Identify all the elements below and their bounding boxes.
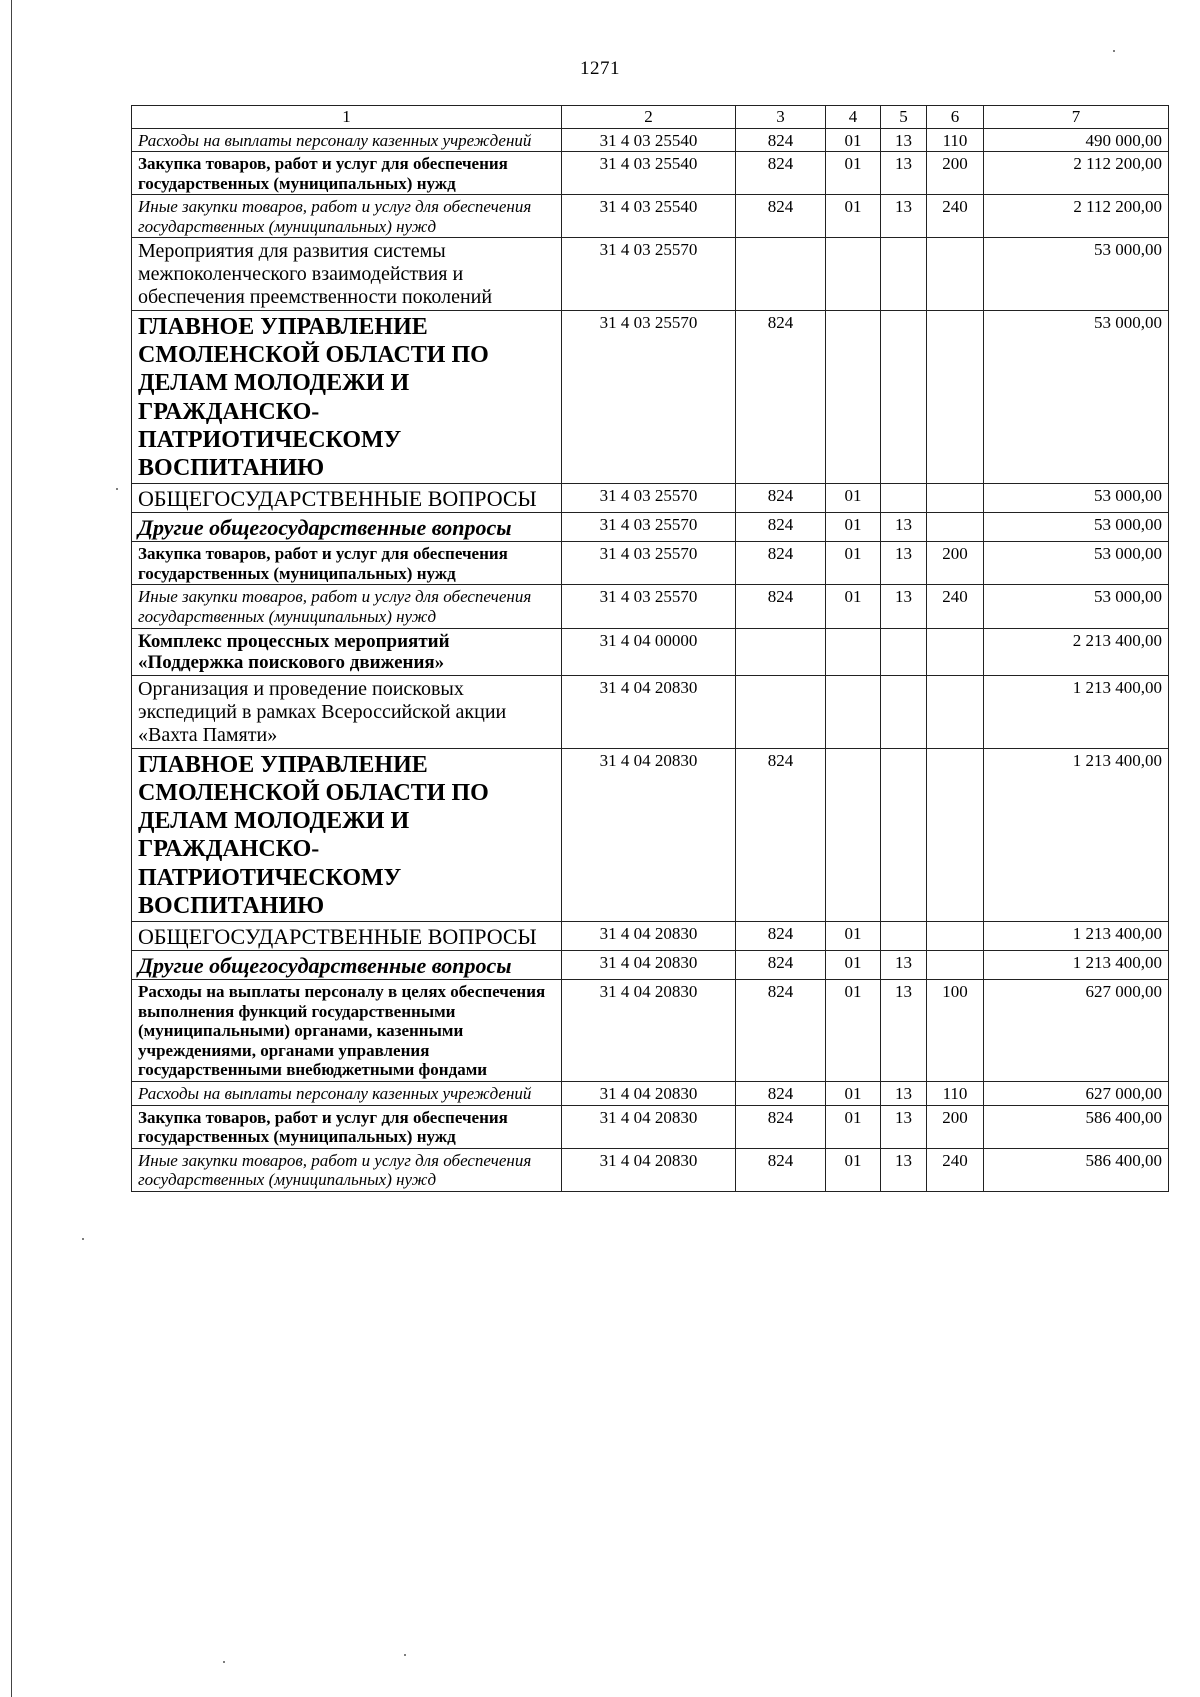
cell-target-code: 31 4 03 25540 <box>562 128 736 152</box>
table-row <box>132 195 1169 238</box>
table-row <box>132 628 1169 676</box>
table-row <box>132 676 1169 749</box>
cell-target-code: 31 4 04 20830 <box>562 1148 736 1191</box>
cell-description: ОБЩЕГОСУДАРСТВЕННЫЕ ВОПРОСЫ <box>132 483 562 512</box>
cell-section: 01 <box>826 1082 881 1106</box>
cell-target-code: 31 4 03 25570 <box>562 542 736 585</box>
table-row <box>132 950 1169 979</box>
cell-target-code: 31 4 03 25570 <box>562 238 736 311</box>
cell-section: 01 <box>826 1105 881 1148</box>
cell-target-code: 31 4 04 20830 <box>562 980 736 1082</box>
cell-section <box>826 311 881 483</box>
scan-speck <box>404 1654 406 1656</box>
cell-target-code: 31 4 04 20830 <box>562 1105 736 1148</box>
cell-section: 01 <box>826 921 881 950</box>
cell-section: 01 <box>826 585 881 628</box>
cell-ministry-code: 824 <box>736 921 826 950</box>
cell-subsection: 13 <box>881 1148 927 1191</box>
header-col-5: 5 <box>881 106 927 129</box>
cell-amount: 1 213 400,00 <box>984 921 1169 950</box>
cell-description: Закупка товаров, работ и услуг для обеспечения государственных (муниципальных) нужд <box>132 542 562 585</box>
cell-amount: 53 000,00 <box>984 513 1169 542</box>
cell-target-code: 31 4 04 20830 <box>562 950 736 979</box>
cell-description: Другие общегосударственные вопросы <box>132 513 562 542</box>
cell-target-code: 31 4 03 25540 <box>562 152 736 195</box>
cell-ministry-code: 824 <box>736 195 826 238</box>
cell-description: Другие общегосударственные вопросы <box>132 950 562 979</box>
cell-description: Комплекс процессных мероприятий «Поддержка поискового движения» <box>132 628 562 676</box>
table-row <box>132 1082 1169 1106</box>
table-body <box>132 128 1169 1191</box>
table-row <box>132 749 1169 921</box>
table-row <box>132 152 1169 195</box>
cell-target-code: 31 4 03 25570 <box>562 483 736 512</box>
cell-expense-type <box>927 749 984 921</box>
cell-description: ГЛАВНОЕ УПРАВЛЕНИЕ СМОЛЕНСКОЙ ОБЛАСТИ ПО ДЕЛАМ МОЛОДЕЖИ И ГРАЖДАНСКО-ПАТРИОТИЧЕСКОМУ ВОСПИТАНИЮ <box>132 311 562 483</box>
cell-expense-type <box>927 311 984 483</box>
cell-expense-type: 240 <box>927 195 984 238</box>
cell-section <box>826 676 881 749</box>
cell-subsection <box>881 921 927 950</box>
table-row <box>132 513 1169 542</box>
header-col-2: 2 <box>562 106 736 129</box>
table-row <box>132 128 1169 152</box>
cell-expense-type <box>927 921 984 950</box>
cell-target-code: 31 4 04 00000 <box>562 628 736 676</box>
cell-target-code: 31 4 04 20830 <box>562 1082 736 1106</box>
cell-ministry-code: 824 <box>736 980 826 1082</box>
cell-description: Мероприятия для развития системы межпоколенческого взаимодействия и обеспечения преемственности поколений <box>132 238 562 311</box>
cell-ministry-code: 824 <box>736 311 826 483</box>
cell-subsection: 13 <box>881 152 927 195</box>
table-row <box>132 921 1169 950</box>
cell-target-code: 31 4 03 25570 <box>562 585 736 628</box>
cell-amount: 53 000,00 <box>984 311 1169 483</box>
cell-target-code: 31 4 04 20830 <box>562 921 736 950</box>
cell-expense-type <box>927 628 984 676</box>
cell-ministry-code: 824 <box>736 542 826 585</box>
cell-ministry-code: 824 <box>736 128 826 152</box>
cell-description: Организация и проведение поисковых экспедиций в рамках Всероссийской акции «Вахта Памяти» <box>132 676 562 749</box>
cell-target-code: 31 4 03 25570 <box>562 513 736 542</box>
cell-section: 01 <box>826 195 881 238</box>
cell-expense-type: 240 <box>927 585 984 628</box>
cell-description: ОБЩЕГОСУДАРСТВЕННЫЕ ВОПРОСЫ <box>132 921 562 950</box>
cell-ministry-code: 824 <box>736 1148 826 1191</box>
scan-speck <box>82 1238 84 1240</box>
cell-expense-type: 200 <box>927 1105 984 1148</box>
cell-section: 01 <box>826 128 881 152</box>
cell-expense-type: 240 <box>927 1148 984 1191</box>
header-col-6: 6 <box>927 106 984 129</box>
cell-ministry-code: 824 <box>736 483 826 512</box>
cell-expense-type <box>927 950 984 979</box>
cell-expense-type <box>927 483 984 512</box>
table-row <box>132 311 1169 483</box>
cell-amount: 53 000,00 <box>984 542 1169 585</box>
cell-amount: 53 000,00 <box>984 483 1169 512</box>
table-row <box>132 483 1169 512</box>
cell-description: Расходы на выплаты персоналу казенных учреждений <box>132 1082 562 1106</box>
cell-description: Иные закупки товаров, работ и услуг для обеспечения государственных (муниципальных) нужд <box>132 585 562 628</box>
scan-speck <box>116 488 118 490</box>
cell-subsection <box>881 483 927 512</box>
cell-subsection <box>881 628 927 676</box>
cell-section: 01 <box>826 542 881 585</box>
cell-amount: 53 000,00 <box>984 585 1169 628</box>
cell-subsection <box>881 676 927 749</box>
cell-subsection: 13 <box>881 128 927 152</box>
cell-expense-type <box>927 513 984 542</box>
cell-subsection <box>881 749 927 921</box>
cell-ministry-code: 824 <box>736 950 826 979</box>
cell-ministry-code <box>736 628 826 676</box>
table-header-row <box>132 106 1169 129</box>
cell-amount: 1 213 400,00 <box>984 950 1169 979</box>
cell-section: 01 <box>826 950 881 979</box>
cell-section: 01 <box>826 513 881 542</box>
cell-ministry-code: 824 <box>736 749 826 921</box>
table-row <box>132 542 1169 585</box>
table-row <box>132 1105 1169 1148</box>
cell-target-code: 31 4 04 20830 <box>562 676 736 749</box>
cell-section: 01 <box>826 980 881 1082</box>
cell-expense-type: 100 <box>927 980 984 1082</box>
scan-speck <box>223 1661 225 1663</box>
cell-expense-type <box>927 238 984 311</box>
header-col-1: 1 <box>132 106 562 129</box>
cell-section <box>826 238 881 311</box>
cell-amount: 2 112 200,00 <box>984 152 1169 195</box>
cell-target-code: 31 4 04 20830 <box>562 749 736 921</box>
cell-expense-type: 110 <box>927 1082 984 1106</box>
cell-expense-type: 200 <box>927 152 984 195</box>
cell-description: Иные закупки товаров, работ и услуг для обеспечения государственных (муниципальных) нужд <box>132 195 562 238</box>
cell-ministry-code: 824 <box>736 1105 826 1148</box>
cell-ministry-code: 824 <box>736 513 826 542</box>
header-col-3: 3 <box>736 106 826 129</box>
cell-subsection <box>881 311 927 483</box>
scan-speck <box>1113 50 1115 52</box>
cell-section <box>826 749 881 921</box>
cell-amount: 627 000,00 <box>984 1082 1169 1106</box>
cell-amount: 2 213 400,00 <box>984 628 1169 676</box>
page-number: 1271 <box>580 58 620 79</box>
table-row <box>132 980 1169 1082</box>
cell-section: 01 <box>826 483 881 512</box>
cell-amount: 586 400,00 <box>984 1148 1169 1191</box>
cell-subsection: 13 <box>881 585 927 628</box>
cell-expense-type: 200 <box>927 542 984 585</box>
cell-subsection: 13 <box>881 1105 927 1148</box>
header-col-7: 7 <box>984 106 1169 129</box>
cell-section: 01 <box>826 1148 881 1191</box>
cell-ministry-code: 824 <box>736 585 826 628</box>
table-row <box>132 585 1169 628</box>
cell-expense-type <box>927 676 984 749</box>
cell-section <box>826 628 881 676</box>
cell-subsection <box>881 238 927 311</box>
budget-table <box>131 105 1169 1192</box>
table-row <box>132 1148 1169 1191</box>
cell-expense-type: 110 <box>927 128 984 152</box>
scan-edge-line <box>11 0 12 1697</box>
cell-subsection: 13 <box>881 1082 927 1106</box>
cell-amount: 1 213 400,00 <box>984 676 1169 749</box>
cell-subsection: 13 <box>881 195 927 238</box>
cell-description: Закупка товаров, работ и услуг для обеспечения государственных (муниципальных) нужд <box>132 152 562 195</box>
cell-amount: 2 112 200,00 <box>984 195 1169 238</box>
cell-ministry-code: 824 <box>736 152 826 195</box>
cell-target-code: 31 4 03 25570 <box>562 311 736 483</box>
cell-subsection: 13 <box>881 980 927 1082</box>
cell-subsection: 13 <box>881 950 927 979</box>
cell-amount: 627 000,00 <box>984 980 1169 1082</box>
cell-amount: 490 000,00 <box>984 128 1169 152</box>
cell-ministry-code: 824 <box>736 1082 826 1106</box>
cell-amount: 53 000,00 <box>984 238 1169 311</box>
cell-ministry-code <box>736 238 826 311</box>
cell-description: Закупка товаров, работ и услуг для обеспечения государственных (муниципальных) нужд <box>132 1105 562 1148</box>
header-col-4: 4 <box>826 106 881 129</box>
cell-description: Расходы на выплаты персоналу казенных учреждений <box>132 128 562 152</box>
table-row <box>132 238 1169 311</box>
cell-description: Иные закупки товаров, работ и услуг для обеспечения государственных (муниципальных) нужд <box>132 1148 562 1191</box>
cell-section: 01 <box>826 152 881 195</box>
cell-description: Расходы на выплаты персоналу в целях обеспечения выполнения функций государственными (муниципальными) органами, казенными учреждениями, органами управления государственными внебюджетными фондами <box>132 980 562 1082</box>
cell-amount: 1 213 400,00 <box>984 749 1169 921</box>
cell-subsection: 13 <box>881 542 927 585</box>
cell-ministry-code <box>736 676 826 749</box>
cell-description: ГЛАВНОЕ УПРАВЛЕНИЕ СМОЛЕНСКОЙ ОБЛАСТИ ПО ДЕЛАМ МОЛОДЕЖИ И ГРАЖДАНСКО-ПАТРИОТИЧЕСКОМУ ВОСПИТАНИЮ <box>132 749 562 921</box>
cell-amount: 586 400,00 <box>984 1105 1169 1148</box>
cell-target-code: 31 4 03 25540 <box>562 195 736 238</box>
cell-subsection: 13 <box>881 513 927 542</box>
